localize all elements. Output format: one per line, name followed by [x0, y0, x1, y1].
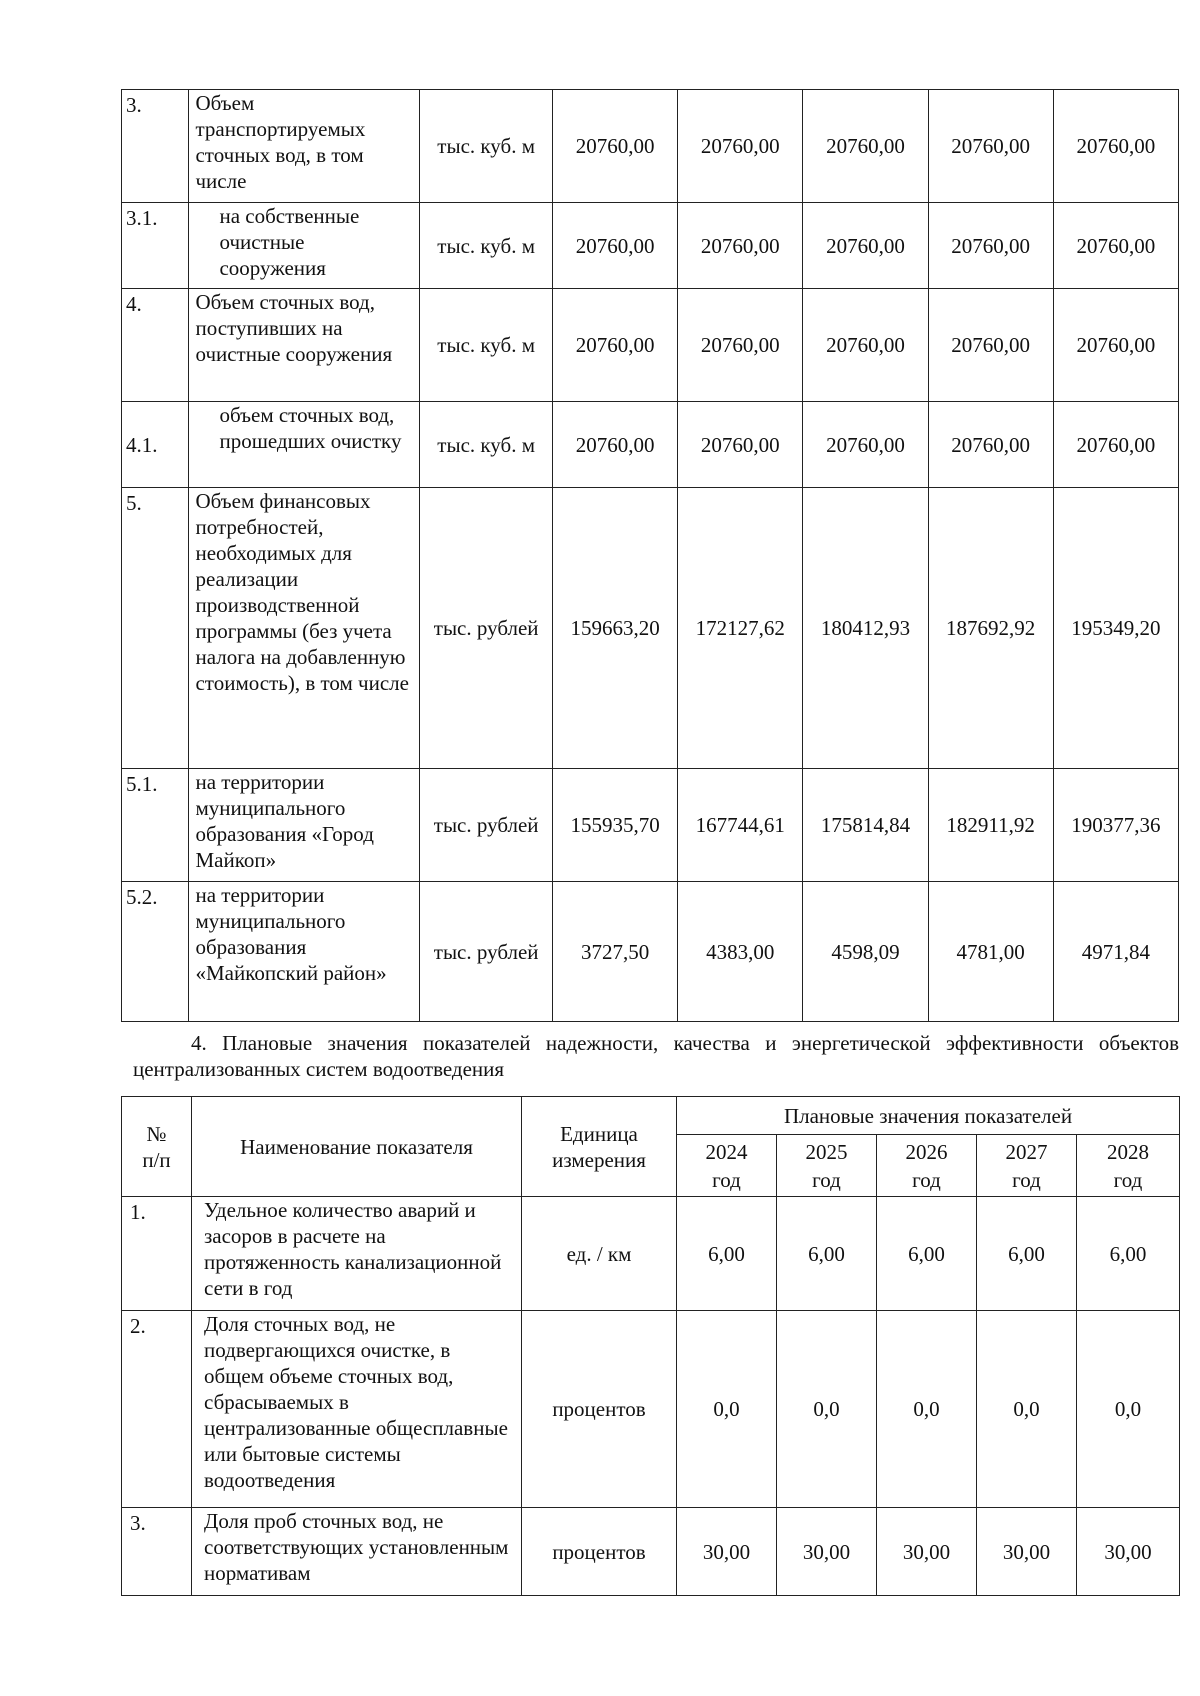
section-heading-line1: 4. Плановые значения показателей надежности, качества и энергетической эффективности [191, 1031, 1084, 1055]
row-number: 1. [122, 1197, 192, 1311]
value-cell: 20760,00 [553, 90, 678, 203]
value-cell: 172127,62 [678, 488, 803, 769]
value-cell: 20760,00 [1053, 203, 1178, 289]
row-unit: тыс. куб. м [420, 402, 553, 488]
header-planned-values: Плановые значения показателей [677, 1097, 1180, 1135]
section-heading [133, 1030, 1179, 1082]
row-number: 5.1. [122, 769, 189, 882]
value-cell: 0,0 [877, 1311, 977, 1508]
value-cell: 20760,00 [928, 90, 1053, 203]
value-cell: 4383,00 [678, 882, 803, 1022]
row-unit: процентов [522, 1508, 677, 1596]
value-cell: 6,00 [877, 1197, 977, 1311]
value-cell: 20760,00 [553, 203, 678, 289]
row-name: Объем сточных вод, поступивших на очистные сооружения [189, 289, 420, 402]
table-row [122, 1197, 1180, 1311]
row-name: Удельное количество аварий и засоров в расчете на протяженность канализационной сети в год [192, 1197, 522, 1311]
value-cell: 0,0 [1077, 1311, 1180, 1508]
row-unit: тыс. рублей [420, 769, 553, 882]
section-heading-line2: объектов централизованных систем водоотведения [133, 1031, 1179, 1081]
header-year: 2027 год [977, 1135, 1077, 1197]
table-row [122, 289, 1179, 402]
value-cell: 20760,00 [928, 402, 1053, 488]
row-number: 3. [122, 1508, 192, 1596]
value-cell: 20760,00 [803, 402, 928, 488]
header-row [122, 1097, 1180, 1135]
value-cell: 187692,92 [928, 488, 1053, 769]
row-name: объем сточных вод, прошедших очистку [189, 402, 420, 488]
row-name: на территории муниципального образования «Майкопский район» [189, 882, 420, 1022]
row-number: 5. [122, 488, 189, 769]
table-row [122, 402, 1179, 488]
row-name: Доля сточных вод, не подвергающихся очистке, в общем объеме сточных вод, сбрасываемых в централизованные общесплавные или бытовые системы водоотведения [192, 1311, 522, 1508]
value-cell: 6,00 [977, 1197, 1077, 1311]
row-number: 4.1. [122, 402, 189, 488]
value-cell: 20760,00 [678, 203, 803, 289]
row-unit: тыс. куб. м [420, 90, 553, 203]
row-unit: тыс. рублей [420, 882, 553, 1022]
row-unit: процентов [522, 1311, 677, 1508]
value-cell: 20760,00 [803, 203, 928, 289]
value-cell: 20760,00 [678, 289, 803, 402]
value-cell: 20760,00 [553, 402, 678, 488]
table-row [122, 203, 1179, 289]
value-cell: 20760,00 [928, 289, 1053, 402]
value-cell: 20760,00 [678, 90, 803, 203]
value-cell: 20760,00 [803, 289, 928, 402]
value-cell: 175814,84 [803, 769, 928, 882]
table-row [122, 1508, 1180, 1596]
value-cell: 159663,20 [553, 488, 678, 769]
value-cell: 190377,36 [1053, 769, 1178, 882]
value-cell: 20760,00 [928, 203, 1053, 289]
value-cell: 167744,61 [678, 769, 803, 882]
row-number: 3.1. [122, 203, 189, 289]
table-row [122, 882, 1179, 1022]
value-cell: 155935,70 [553, 769, 678, 882]
row-unit: ед. / км [522, 1197, 677, 1311]
row-name: на собственные очистные сооружения [189, 203, 420, 289]
value-cell: 20760,00 [1053, 90, 1178, 203]
reliability-indicators-table [121, 1096, 1180, 1596]
production-volumes-table [121, 89, 1179, 1022]
value-cell: 6,00 [1077, 1197, 1180, 1311]
value-cell: 30,00 [1077, 1508, 1180, 1596]
value-cell: 20760,00 [803, 90, 928, 203]
row-number: 4. [122, 289, 189, 402]
value-cell: 6,00 [777, 1197, 877, 1311]
value-cell: 30,00 [777, 1508, 877, 1596]
value-cell: 30,00 [677, 1508, 777, 1596]
row-unit: тыс. куб. м [420, 203, 553, 289]
row-name: на территории муниципального образования «Город Майкоп» [189, 769, 420, 882]
row-unit: тыс. куб. м [420, 289, 553, 402]
row-name: Доля проб сточных вод, не соответствующих установленным нормативам [192, 1508, 522, 1596]
header-year: 2026 год [877, 1135, 977, 1197]
header-name: Наименование показателя [192, 1097, 522, 1197]
table-row [122, 769, 1179, 882]
value-cell: 182911,92 [928, 769, 1053, 882]
row-unit: тыс. рублей [420, 488, 553, 769]
value-cell: 20760,00 [1053, 289, 1178, 402]
row-name: Объем финансовых потребностей, необходимых для реализации производственной программы (без учета налога на добавленную стоимость), в том числе [189, 488, 420, 769]
table-row [122, 90, 1179, 203]
value-cell: 20760,00 [678, 402, 803, 488]
value-cell: 0,0 [777, 1311, 877, 1508]
value-cell: 20760,00 [1053, 402, 1178, 488]
value-cell: 4971,84 [1053, 882, 1178, 1022]
header-year: 2024 год [677, 1135, 777, 1197]
value-cell: 20760,00 [553, 289, 678, 402]
value-cell: 4598,09 [803, 882, 928, 1022]
value-cell: 30,00 [977, 1508, 1077, 1596]
value-cell: 0,0 [977, 1311, 1077, 1508]
header-year: 2025 год [777, 1135, 877, 1197]
value-cell: 6,00 [677, 1197, 777, 1311]
value-cell: 4781,00 [928, 882, 1053, 1022]
header-unit: Единица измерения [522, 1097, 677, 1197]
value-cell: 180412,93 [803, 488, 928, 769]
header-num: № п/п [122, 1097, 192, 1197]
table-row [122, 488, 1179, 769]
row-number: 3. [122, 90, 189, 203]
value-cell: 0,0 [677, 1311, 777, 1508]
value-cell: 30,00 [877, 1508, 977, 1596]
header-year: 2028 год [1077, 1135, 1180, 1197]
value-cell: 3727,50 [553, 882, 678, 1022]
row-name: Объем транспортируемых сточных вод, в том числе [189, 90, 420, 203]
row-number: 5.2. [122, 882, 189, 1022]
row-number: 2. [122, 1311, 192, 1508]
value-cell: 195349,20 [1053, 488, 1178, 769]
table-row [122, 1311, 1180, 1508]
